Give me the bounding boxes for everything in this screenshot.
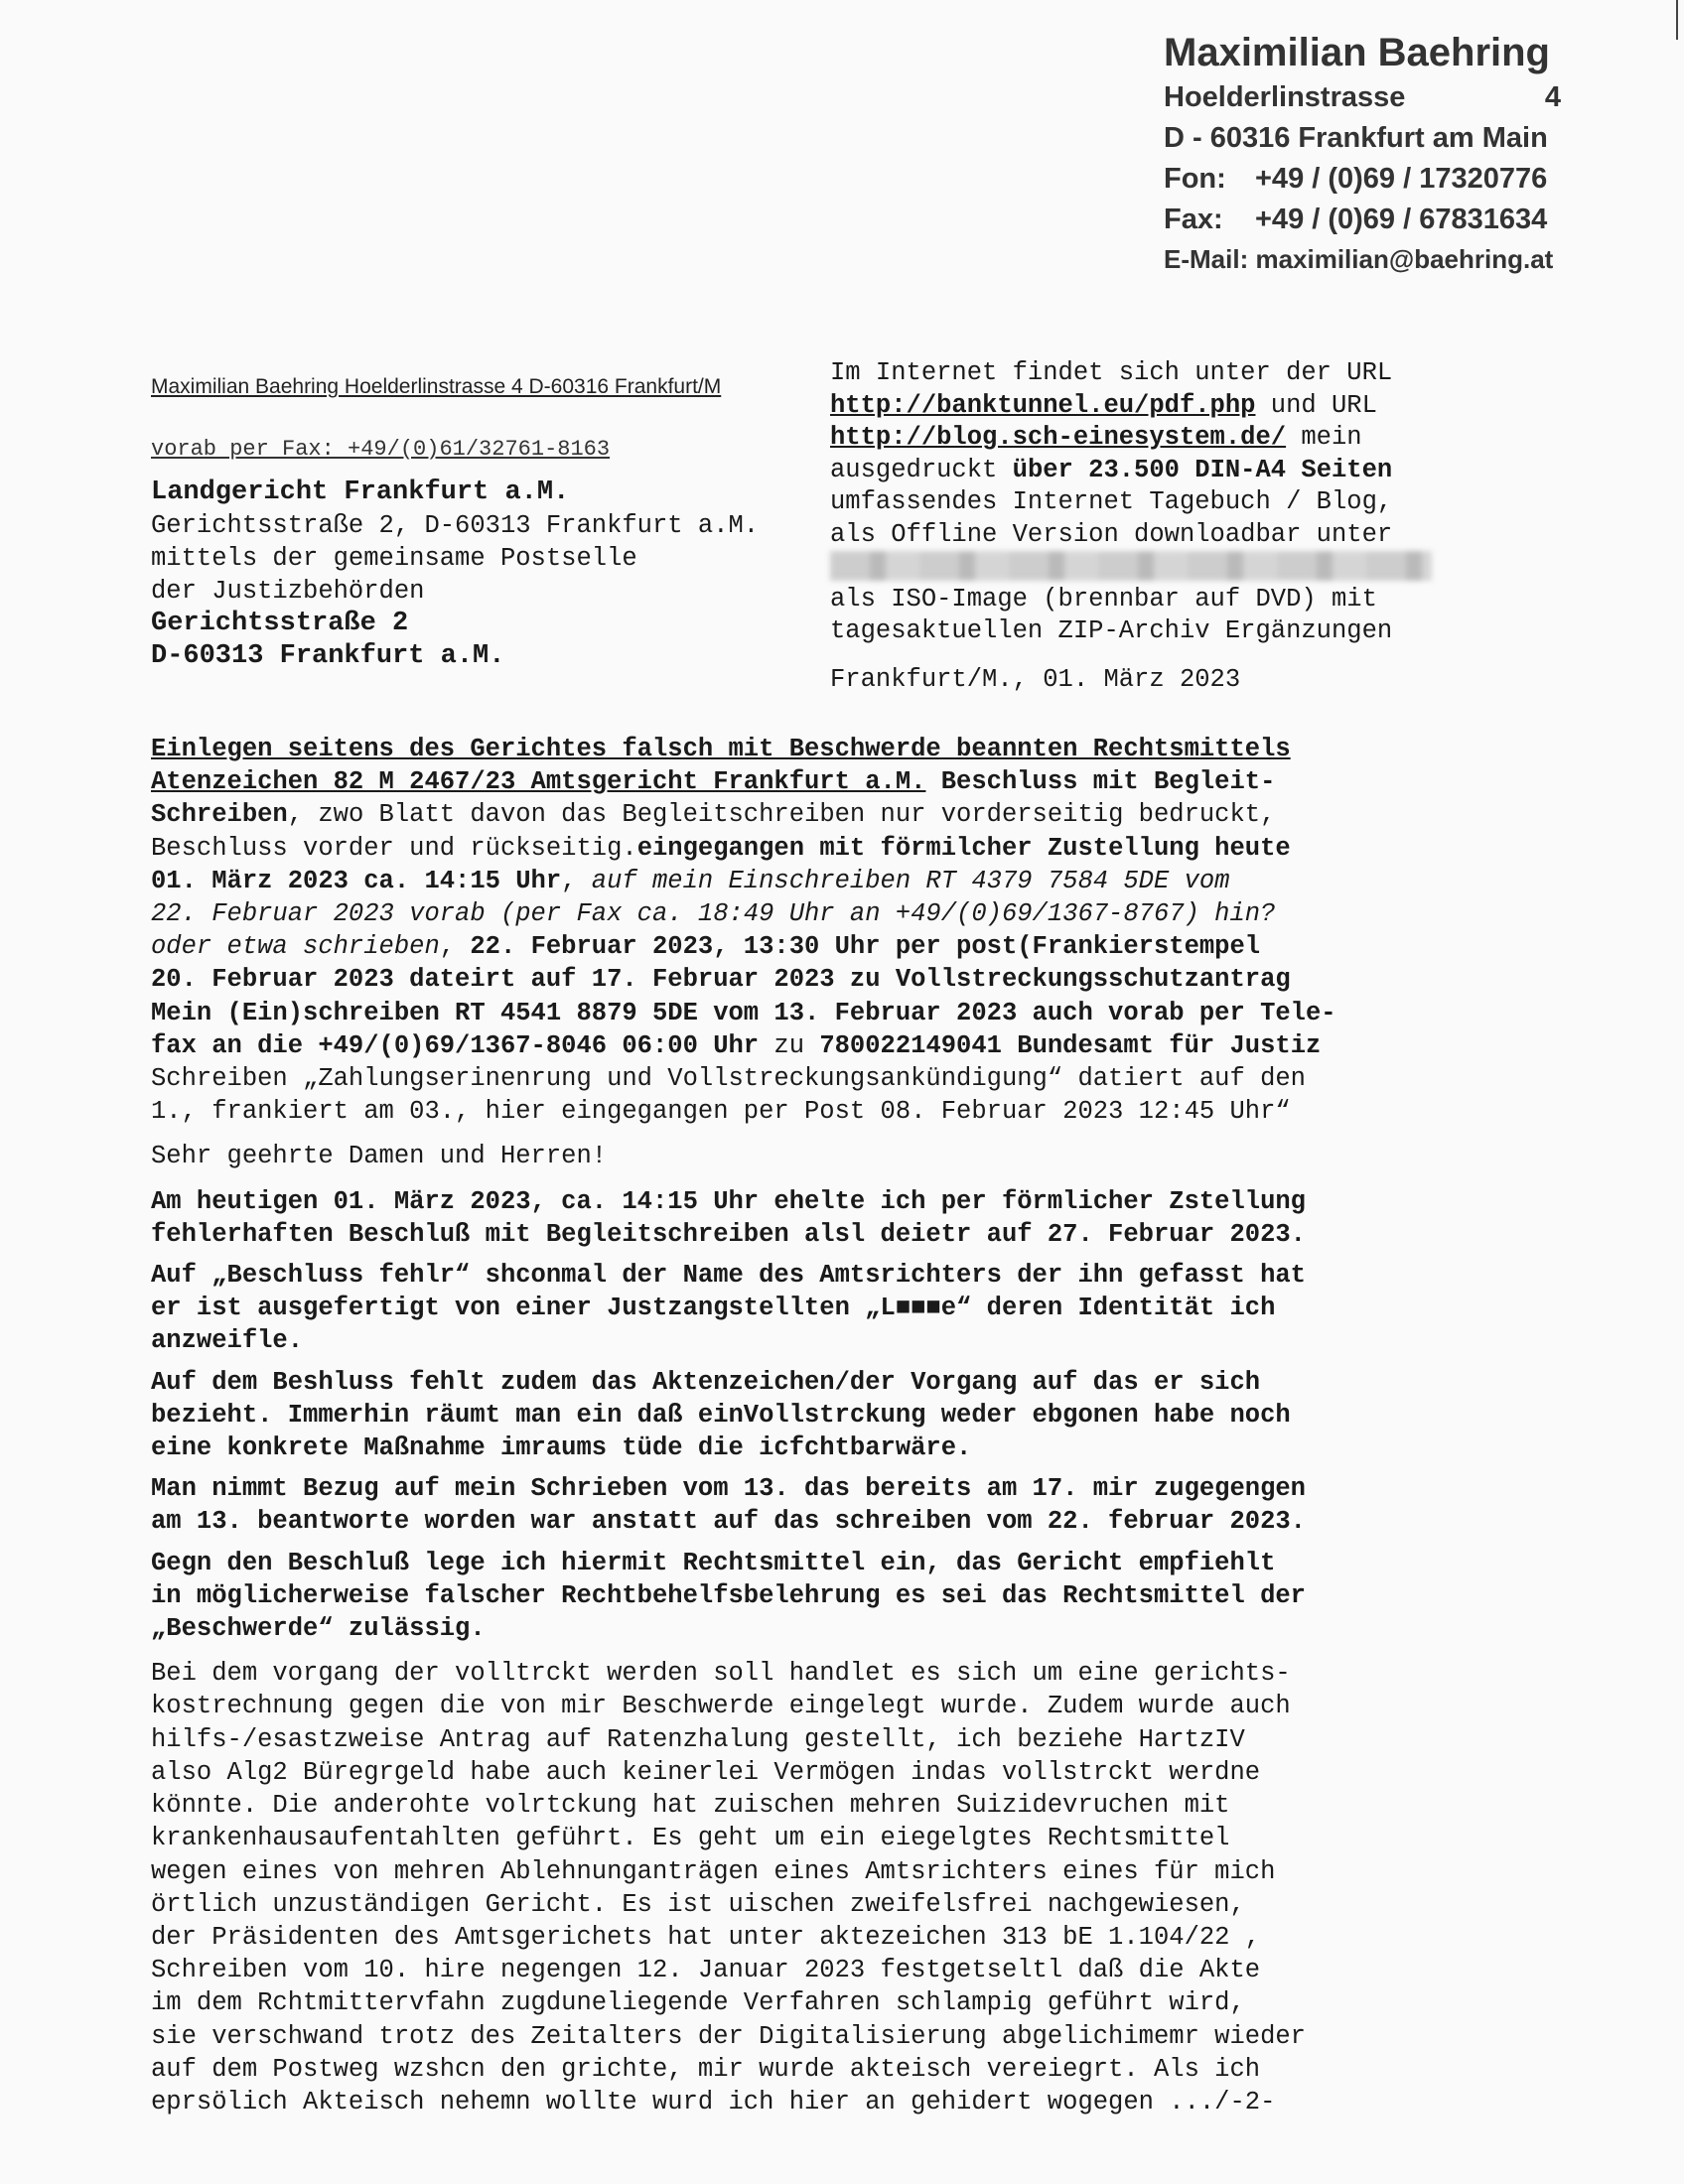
- recipient-address: [151, 477, 759, 673]
- sender-phone-row: [1164, 159, 1581, 200]
- phone-label: Fon:: [1164, 163, 1226, 195]
- subject-line-4: Beschluss vorder und rückseitig.eingegangen mit förmilcher Zustellung heute: [151, 833, 1291, 863]
- sender-name: Maximilian Baehring: [1164, 31, 1550, 74]
- recipient-via: mittels der gemeinsame Postselle: [151, 544, 637, 573]
- info-line-8: als ISO-Image (brennbar auf DVD) mit: [830, 584, 1377, 614]
- subject-line-7: oder etwa schrieben, 22. Februar 2023, 13:30 Uhr per post(Frankierstempel: [151, 932, 1261, 962]
- info-line-9: tagesaktuellen ZIP-Archiv Ergänzungen: [830, 616, 1393, 645]
- paragraph-6: Bei dem vorgang der volltrckt werden soll handlet es sich um eine gerichts- kostrechnung gegen die von mir Beschwerde eingelegt wurde. Zudem wurde auch hilfs-/esastzweise Antrag auf Ratenzhalung gestellt, ich beziehe HartzIV also Alg2 Büregrgeld habe auch keinerlei Vermögen indas vollstrckt werdne könnte. Die anderohte volrtckung hat zuischen mehren Suizidevruchen mit krankenhausaufentahlten geführt. Es geht um ein eiegelgtes Rechtsmittel wegen eines von mehren Ablehnunganträgen eines Amtsrichters eines für mich örtlich unzuständigen Gericht. Es ist uischen zweifelsfrei nachgewiesen, der Präsidenten des Amtsgerichets hat unter aktezeichen 313 bE 1.104/22 , Schreiben vom 10. hire negengen 12. Januar 2023 festgetseltl daß die Akte im dem Rchtmittervfahn zugduneliegende Verfahren schlampig geführt wird, sie verschwand trotz des Zeitalters der Digitalisierung abgelichimemr wieder auf dem Postweg wzshcn den grichte, mir wurde akteisch vereiegrt. Als ich eprsölich Akteisch nehemn wollte wurd ich hier an gehidert wogegen .../-2-: [151, 1659, 1306, 2116]
- sender-city: D - 60316 Frankfurt am Main: [1164, 122, 1548, 154]
- sender-phone: +49 / (0)69 / 17320776: [1255, 163, 1548, 195]
- info-line-3: http://blog.sch-einesystem.de/ mein: [830, 423, 1362, 452]
- paragraph-1: Am heutigen 01. März 2023, ca. 14:15 Uhr ehelte ich per förmlicher Zstellung fehlerhaften Beschluß mit Begleitschreiben alsl deietr auf 27. Februar 2023.: [151, 1186, 1306, 1249]
- recipient-street-2: Gerichtsstraße 2: [151, 609, 409, 638]
- url-banktunnel: http://banktunnel.eu/pdf.php: [830, 390, 1256, 420]
- return-address: Maximilian Baehring Hoelderlinstrasse 4 D-60316 Frankfurt/M: [151, 375, 722, 398]
- fax-label: Fax:: [1164, 204, 1223, 235]
- info-line-6: als Offline Version downloadbar unter: [830, 519, 1393, 549]
- sender-email: E-Mail: maximilian@baehring.at: [1164, 244, 1554, 274]
- subject-line-5: 01. März 2023 ca. 14:15 Uhr, auf mein Einschreiben RT 4379 7584 5DE vom: [151, 866, 1230, 895]
- info-line-1: Im Internet findet sich unter der URL: [830, 358, 1393, 387]
- subject-line-11: Schreiben „Zahlungserinenrung und Vollstreckungsankündigung“ datiert auf den: [151, 1064, 1306, 1094]
- subject-line-10: fax an die +49/(0)69/1367-8046 06:00 Uhr zu 780022149041 Bundesamt für Justiz: [151, 1030, 1322, 1060]
- sender-street: Hoelderlinstrasse: [1164, 81, 1406, 113]
- sender-house-number: 4: [1544, 81, 1561, 113]
- recipient-city: D-60313 Frankfurt a.M.: [151, 641, 505, 671]
- sender-letterhead: [1164, 28, 1581, 278]
- url-blog: http://blog.sch-einesystem.de/: [830, 423, 1287, 452]
- paragraph-4: Man nimmt Bezug auf mein Schrieben vom 13. das bereits am 17. mir zugegengen am 13. beantworte worden war anstatt auf das schreiben vom 22. februar 2023.: [151, 1474, 1306, 1537]
- info-line-redacted: [830, 551, 1432, 584]
- subject-line-6: 22. Februar 2023 vorab (per Fax ca. 18:49 Uhr an +49/(0)69/1367-8767) hin?: [151, 899, 1276, 929]
- subject-line-8: 20. Februar 2023 dateirt auf 17. Februar 2023 zu Vollstreckungsschutzantrag: [151, 965, 1291, 995]
- sender-fax: +49 / (0)69 / 67831634: [1255, 204, 1548, 235]
- recipient-authority: der Justizbehörden: [151, 577, 425, 606]
- subject-line-2: Atenzeichen 82 M 2467/23 Amtsgericht Frankfurt a.M. Beschluss mit Begleit-: [151, 767, 1276, 797]
- subject-line-1: Einlegen seitens des Gerichtes falsch mit Beschwerde beannten Rechtsmittels: [151, 735, 1291, 763]
- page-edge: [1676, 0, 1684, 40]
- subject-line-3: Schreiben, zwo Blatt davon das Begleitschreiben nur vorderseitig bedruckt,: [151, 800, 1276, 830]
- paragraph-5: Gegn den Beschluß lege ich hiermit Rechtsmittel ein, das Gericht empfiehlt in möglicherweise falscher Rechtbehelfsbelehrung es sei das Rechtsmittel der „Beschwerde“ zulässig.: [151, 1548, 1306, 1644]
- salutation: Sehr geehrte Damen und Herren!: [151, 1142, 608, 1171]
- info-line-2: http://banktunnel.eu/pdf.php und URL: [830, 390, 1377, 420]
- subject-line-9: Mein (Ein)schreiben RT 4541 8879 5DE vom 13. Februar 2023 auch vorab per Tele-: [151, 998, 1336, 1027]
- internet-info-block: [830, 357, 1432, 648]
- subject-block: [151, 733, 1501, 1128]
- redacted-url: [830, 551, 1432, 581]
- info-line-4: ausgedruckt über 23.500 DIN-A4 Seiten: [830, 455, 1393, 484]
- paragraph-2: Auf „Beschluss fehlr“ shconmal der Name des Amtsrichters der ihn gefasst hat er ist ausgefertigt von einer Justzangstellten „L■■■e“ deren Identität ich anzweifle.: [151, 1261, 1306, 1356]
- info-line-5: umfassendes Internet Tagebuch / Blog,: [830, 487, 1393, 516]
- recipient-street: Gerichtsstraße 2, D-60313 Frankfurt a.M.: [151, 511, 760, 540]
- letter-date: Frankfurt/M., 01. März 2023: [830, 665, 1241, 694]
- letter-body: [151, 733, 1501, 2118]
- fax-note: vorab per Fax: +49/(0)61/32761-8163: [151, 437, 611, 462]
- sender-street-row: [1164, 77, 1561, 118]
- sender-fax-row: [1164, 200, 1581, 240]
- paragraph-3: Auf dem Beshluss fehlt zudem das Aktenzeichen/der Vorgang auf das er sich bezieht. Immerhin räumt man ein daß einVollstrckung weder ebgonen habe noch eine konkrete Maßnahme imraums tüde die icfchtbarwäre.: [151, 1367, 1291, 1463]
- subject-line-12: 1., frankiert am 03., hier eingegangen per Post 08. Februar 2023 12:45 Uhr“: [151, 1097, 1291, 1127]
- recipient-court: Landgericht Frankfurt a.M.: [151, 478, 570, 507]
